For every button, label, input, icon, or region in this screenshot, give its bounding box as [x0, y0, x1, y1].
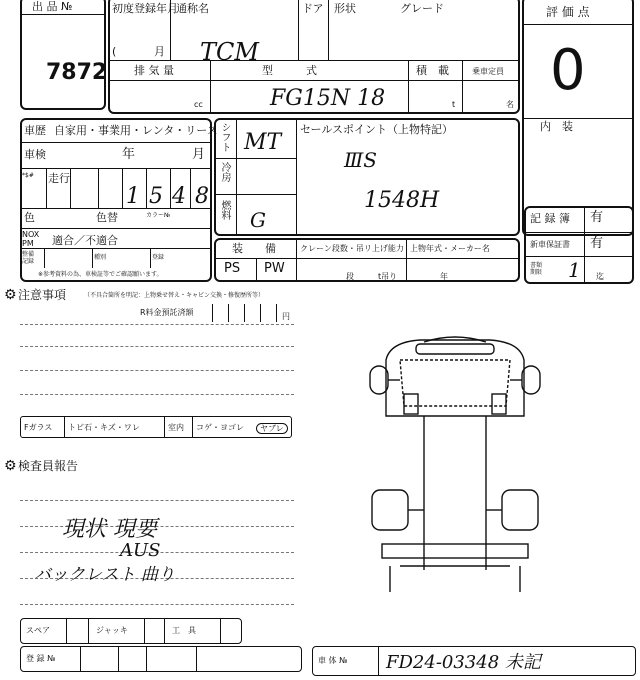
inspection-year-label: 年: [122, 147, 136, 162]
glass-condition-box: [20, 416, 292, 438]
jack-label: ジャッキ: [96, 626, 128, 635]
ac-label: 冷房: [219, 162, 230, 182]
nox-value: 適合／不適合: [52, 234, 118, 247]
chassis-number-label: 車 体 №: [318, 656, 348, 665]
registration-label: 登録: [152, 254, 165, 261]
lot-number-value: 7872: [46, 60, 108, 85]
registration-month-label: 月: [154, 45, 165, 58]
cc-unit: cc: [194, 100, 203, 109]
shift-handwritten: MT: [244, 130, 282, 155]
shift-label: シフト: [219, 122, 230, 152]
model-type-label: 型 式: [262, 64, 317, 77]
fuel-label: 燃料: [219, 200, 230, 220]
model-name-label: 通称名: [176, 2, 209, 15]
windshield-damage-options: トビ石・キズ・ワレ: [68, 423, 140, 432]
registration-number-box: [20, 646, 302, 672]
inspection-month-label: 月: [192, 147, 206, 162]
interior-damage-options: コゲ・ヨゴレ: [196, 423, 244, 432]
selling-points-hand-2: 1548H: [364, 188, 440, 213]
paren-open: (: [112, 45, 117, 58]
reference-note: ※参考資料の為、車検証等でご確認願います。: [38, 271, 163, 278]
first-registration-label: 初度登録年月: [112, 2, 178, 15]
inspector-hand-2: AUS: [120, 540, 161, 561]
color-change-label: 色替: [96, 211, 118, 224]
windshield-label: Fガラス: [24, 423, 53, 432]
fuel-handwritten: G: [250, 208, 266, 232]
truck-diagram: [360, 330, 550, 600]
tools-label: 工 具: [172, 626, 196, 635]
crane-label: クレーン段数・吊リ上げ能力: [300, 244, 404, 253]
record-book-value: 有: [590, 210, 604, 225]
recycle-fee-yen: 円: [282, 312, 290, 321]
inspection-label: 車検: [24, 148, 46, 161]
door-label: ドア: [302, 2, 324, 15]
crane-lift-unit: t吊り: [378, 272, 398, 281]
document-expiry-label: 書類 期限: [530, 262, 543, 276]
maintenance-record-label: 整備 記録: [22, 251, 35, 265]
selling-points-label: セールスポイント（上物特記）: [300, 123, 454, 136]
vehicle-history-label: 車歴: [24, 124, 46, 137]
inspector-hand-1: 現状 現要: [62, 517, 157, 542]
mileage-prefix: *$#: [22, 172, 34, 179]
spare-tools-box: [20, 618, 242, 644]
passenger-capacity-label: 乗車定員: [472, 67, 504, 76]
shape-label: 形状: [334, 2, 356, 15]
equipment-pw: PW: [264, 261, 285, 276]
vehicle-history-options: 自家用・事業用・レンタ・リース: [54, 124, 218, 137]
nox-pm-label: NOX PM: [22, 230, 40, 248]
mileage-label: 走行: [48, 172, 70, 185]
crane-stage-unit: 段: [346, 272, 354, 281]
load-capacity-label: 積 載: [416, 64, 449, 77]
interior-label: 内 装: [540, 120, 573, 133]
mileage-handwritten: 1548: [126, 184, 218, 209]
document-expiry-value: 1: [568, 258, 581, 282]
equipment-label: 装 備: [232, 242, 276, 255]
document-expiry-unit: 迄: [596, 272, 604, 281]
score-title: 評 価 点: [546, 5, 590, 19]
score-value: 0: [550, 38, 586, 103]
lot-number-box: [20, 0, 106, 110]
grade-label: グレード: [400, 2, 444, 15]
recycle-fee-label: R料金預託済額: [140, 308, 194, 317]
equipment-ps: PS: [224, 261, 241, 276]
inspector-hand-3: バックレスト 曲り: [34, 565, 175, 585]
warranty-value: 有: [590, 236, 604, 251]
warranty-label: 新車保証書: [530, 240, 570, 249]
record-book-label: 記 録 簿: [530, 212, 570, 225]
color-label: 色: [24, 211, 35, 224]
caution-subtitle: （不具合箇所を明記：上物乗せ替え・キャビン交換・修復歴所等）: [84, 292, 265, 299]
displacement-label: 排 気 量: [134, 64, 174, 77]
model-type-handwritten: FG15N 18: [270, 86, 386, 111]
caution-title: 注意事項: [18, 288, 67, 302]
passenger-unit: 名: [506, 100, 514, 109]
lot-number-label: 出 品 №: [32, 0, 73, 13]
load-unit: t: [452, 100, 456, 109]
gear-icon: ⚙: [4, 287, 17, 303]
registration-number-label: 登 録 №: [26, 654, 56, 663]
selling-points-hand-1: ⅢS: [344, 148, 377, 172]
color-number-label: カラー№: [146, 212, 171, 219]
model-name-handwritten: TCM: [200, 38, 259, 66]
interior-tear-option: ヤブレ: [256, 423, 288, 434]
inspector-report-title: 検査員報告: [18, 459, 79, 473]
upper-year-unit: 年: [440, 272, 448, 281]
spare-tire-label: スペア: [26, 626, 50, 635]
interior-short-label: 室内: [168, 423, 184, 432]
type-label: 種別: [94, 254, 107, 261]
upper-body-label: 上物年式・メーカー名: [410, 244, 490, 253]
chassis-number-handwritten: FD24-03348 未記: [386, 652, 541, 673]
gear-icon: ⚙: [4, 458, 17, 474]
